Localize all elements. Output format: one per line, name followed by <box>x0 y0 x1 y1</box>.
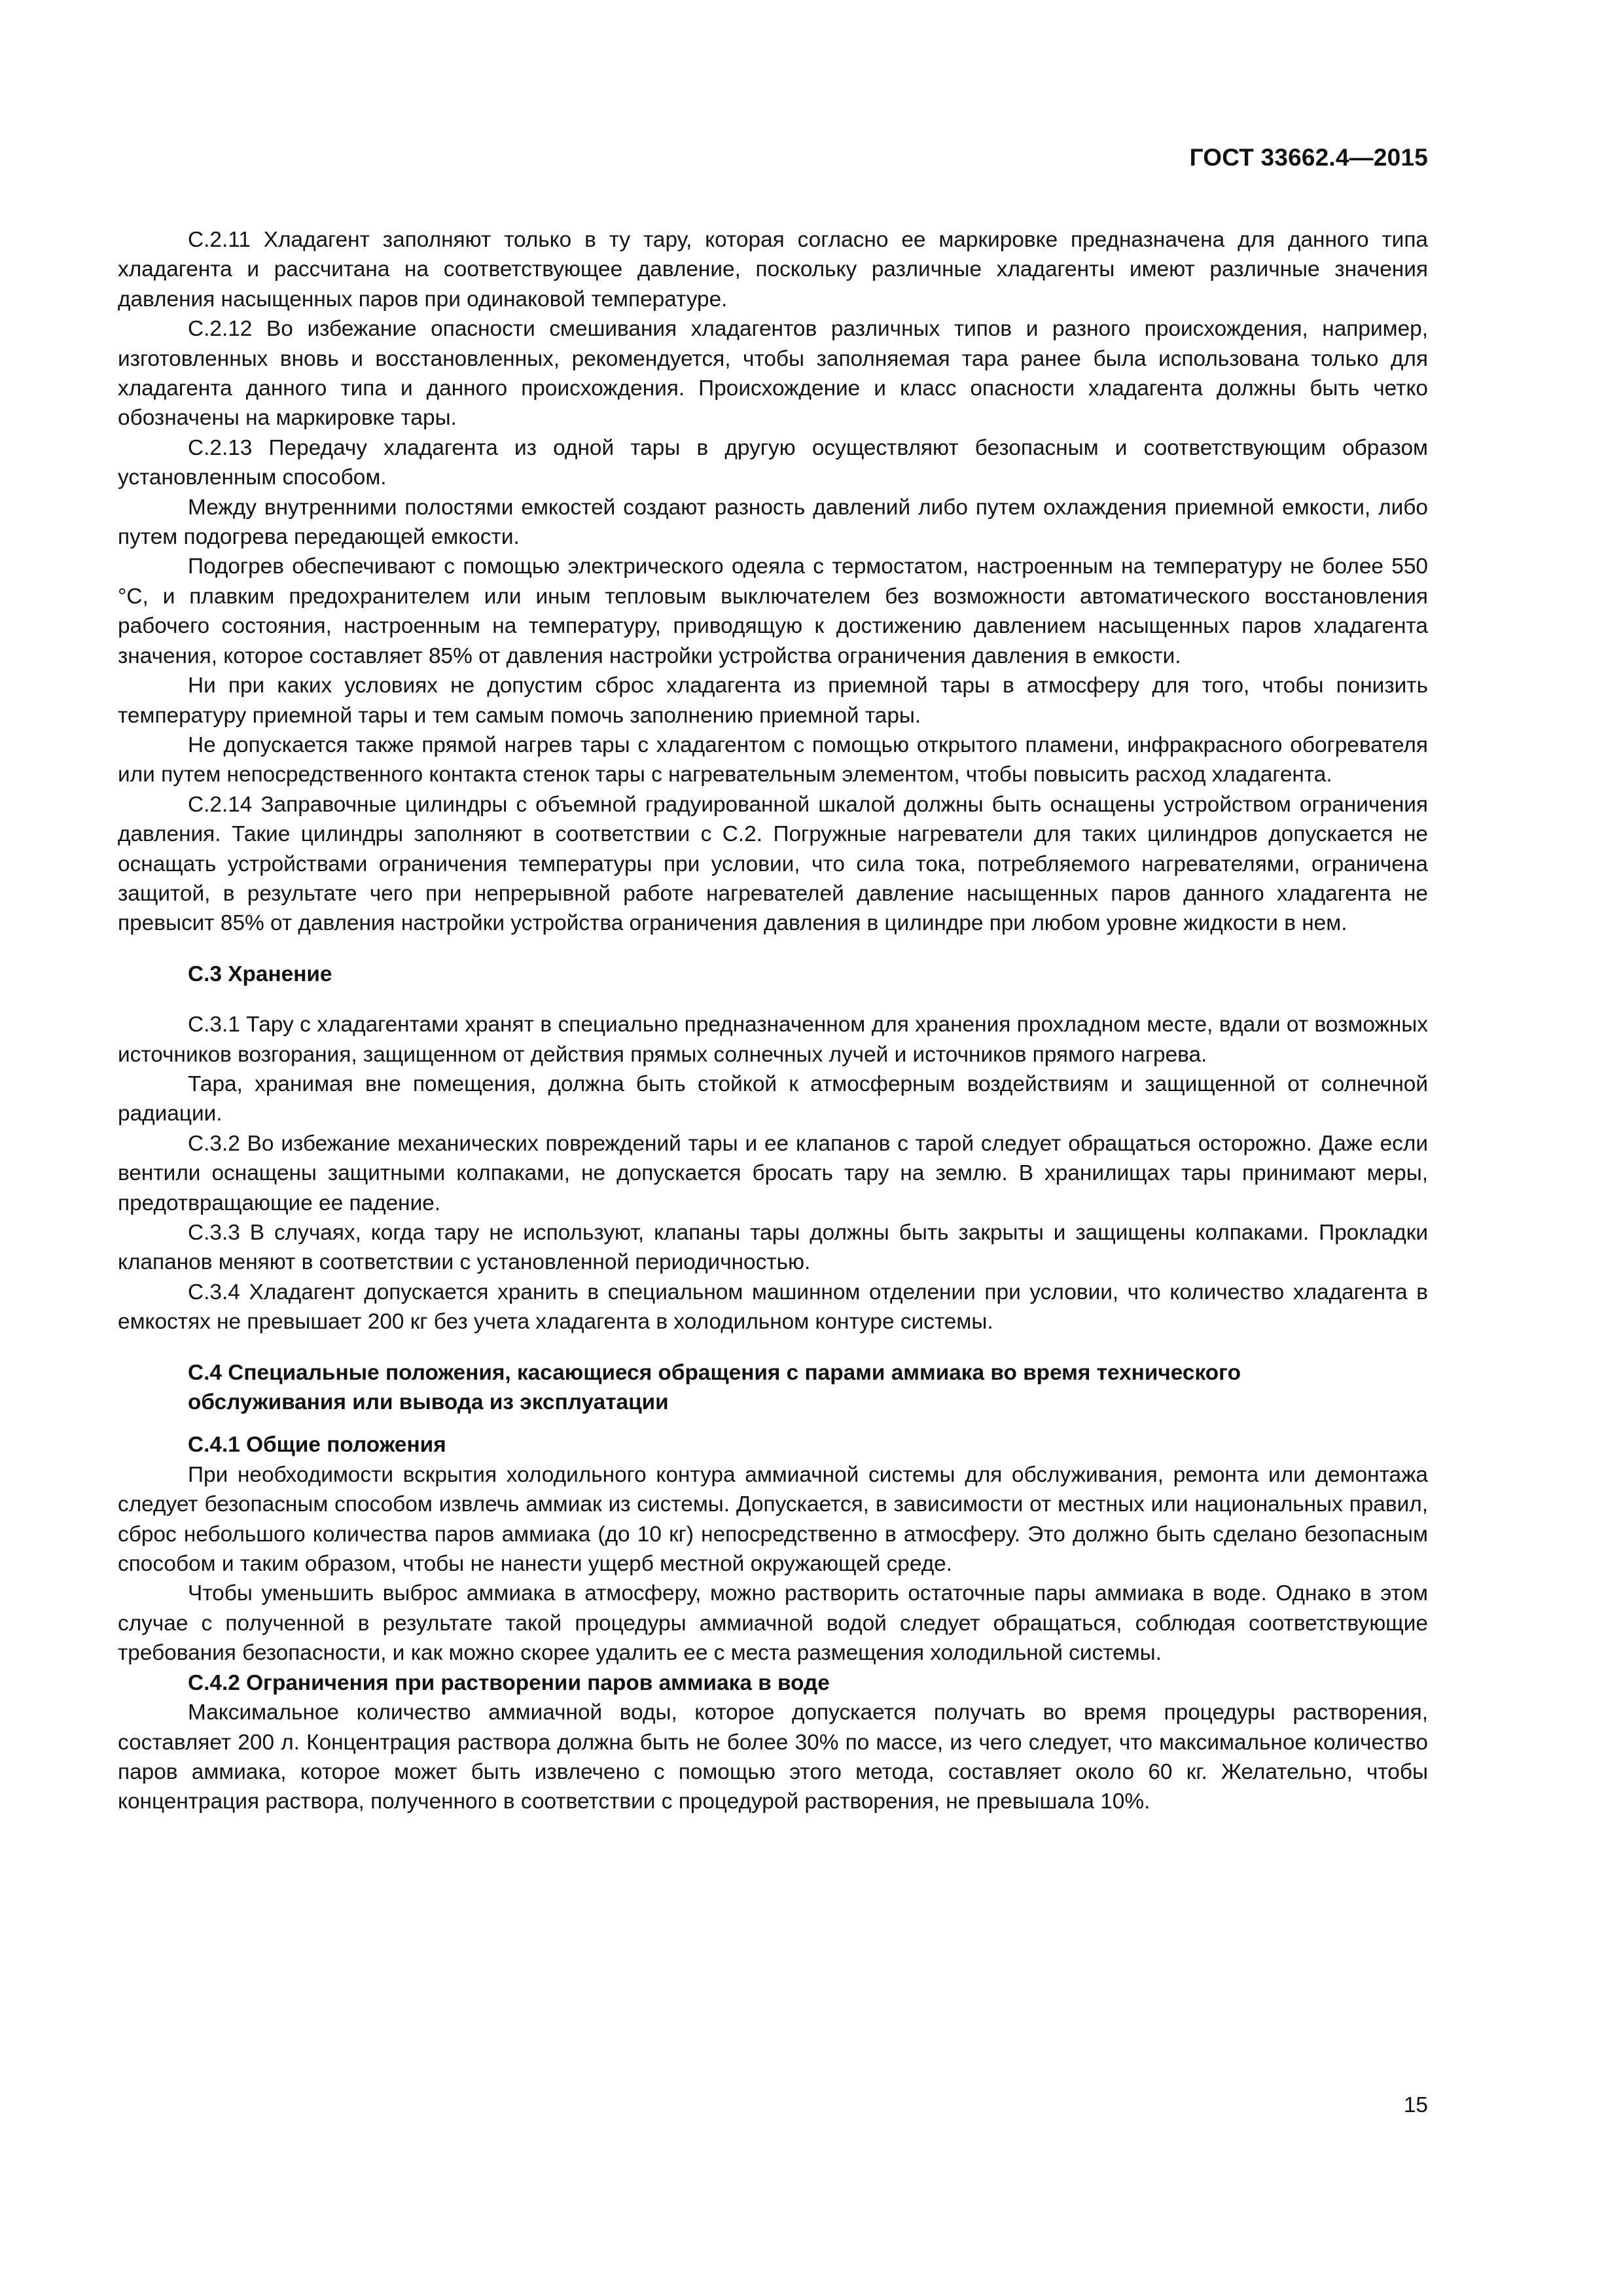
standard-number-header: ГОСТ 33662.4—2015 <box>1189 144 1428 171</box>
paragraph-pressure-difference: Между внутренними полостями емкостей создают разность давлений либо путем охлаждения приемной емкости, либо путем подогрева передающей емкости. <box>118 495 1428 550</box>
paragraph-heating: Подогрев обеспечивают с помощью электрического одеяла с термостатом, настроенным на температуру не более 550 °С, и плавким предохранителем или иным тепловым выключателем без возможности автоматического восстановления рабочего состояния, настроенным на температуру, приводящую к достижению давлением насыщенных паров хладагента значения, которое составляет 85% от давления настройки устройства ограничения давления в емкости. <box>118 554 1428 668</box>
section-c4-title-line1: С.4 Специальные положения, касающиеся обращения с парами аммиака во время технического <box>188 1360 1241 1385</box>
paragraph-c2-14: С.2.14 Заправочные цилиндры с объемной градуированной шкалой должны быть оснащены устройством ограничения давления. Такие цилиндры заполняют в соответствии с С.2. Погружные нагреватели для таких цилиндров допускается не оснащать устройствами ограничения температуры при условии, что сила тока, потребляемого нагревателями, ограничена защитой, в результате чего при непрерывной работе нагревателей давление насыщенных паров данного хладагента не превысит 85% от давления настройки устройства ограничения давления в цилиндре при любом уровне жидкости в нем. <box>118 792 1428 936</box>
paragraph-c2-13: С.2.13 Передачу хладагента из одной тары в другую осуществляют безопасным и соответствующим образом установленным способом. <box>118 435 1428 490</box>
paragraph-c4-1-opening: При необходимости вскрытия холодильного контура аммиачной системы для обслуживания, ремонта или демонтажа следует безопасным способом извлечь аммиак из системы. Допускается, в зависимости от местных или национальных правил, сброс небольшого количества паров аммиака (до 10 кг) непосредственно в атмосферу. Это должно быть сделано безопасным способом и таким образом, чтобы не нанести ущерб местной окружающей среде. <box>118 1462 1428 1577</box>
paragraph-c3-4: С.3.4 Хладагент допускается хранить в специальном машинном отделении при условии, что количество хладагента в емкостях не превышает 200 кг без учета хладагента в холодильном контуре системы. <box>118 1280 1428 1335</box>
paragraph-c3-2: С.3.2 Во избежание механических повреждений тары и ее клапанов с тарой следует обращаться осторожно. Даже если вентили оснащены защитными колпаками, не допускается бросать тару на землю. В хранилищах тары принимают меры, предотвращающие ее падение. <box>118 1131 1428 1215</box>
paragraph-c4-1-dissolve: Чтобы уменьшить выброс аммиака в атмосферу, можно растворить остаточные пары аммиака в воде. Однако в этом случае с полученной в результате такой процедуры аммиачной водой следует обращаться, соблюдая соответствующие требования безопасности, и как можно скорее удалить ее с места размещения холодильной системы. <box>118 1581 1428 1666</box>
paragraph-outdoor-storage: Тара, хранимая вне помещения, должна быть стойкой к атмосферным воздействиям и защищенной от солнечной радиации. <box>118 1071 1428 1126</box>
subsection-c4-1-title: С.4.1 Общие положения <box>188 1433 446 1458</box>
paragraph-c2-11: C.2.11 Хладагент заполняют только в ту тару, которая согласно ее маркировке предназначена для данного типа хладагента и рассчитана на соответствующее давление, поскольку различные хладагенты имеют различные значения давления насыщенных паров при одинаковой температуре. <box>118 228 1428 312</box>
paragraph-no-release: Ни при каких условиях не допустим сброс хладагента из приемной тары в атмосферу для того, чтобы понизить температуру приемной тары и тем самым помочь заполнению приемной тары. <box>118 673 1428 728</box>
subsection-c4-2-title: С.4.2 Ограничения при растворении паров аммиака в воде <box>188 1670 830 1695</box>
paragraph-c2-12: С.2.12 Во избежание опасности смешивания хладагентов различных типов и разного происхождения, например, изготовленных вновь и восстановленных, рекомендуется, чтобы заполняемая тара ранее была использована только для хладагента данного типа и данного происхождения. Происхождение и класс опасности хладагента должны быть четко обозначены на маркировке тары. <box>118 317 1428 431</box>
section-c2-body <box>118 225 1428 939</box>
paragraph-c4-2-limits: Максимальное количество аммиачной воды, которое допускается получать во время процедуры растворения, составляет 200 л. Концентрация раствора должна быть не более 30% по массе, из чего следует, что максимальное количество паров аммиака, которое может быть извлечено с помощью этого метода, составляет около 60 кг. Желательно, чтобы концентрация раствора, полученного в соответствии с процедурой растворения, не превышала 10%. <box>118 1700 1428 1814</box>
section-c3-body <box>118 1010 1428 1336</box>
section-c4-title-line2: обслуживания или вывода из эксплуатации <box>188 1390 669 1415</box>
paragraph-c3-3: С.3.3 В случаях, когда тару не используют, клапаны тары должны быть закрыты и защищены колпаками. Прокладки клапанов меняют в соответствии с установленной периодичностью. <box>118 1221 1428 1275</box>
section-c4-title <box>118 1358 1428 1418</box>
section-c3-title: С.3 Хранение <box>188 961 332 986</box>
paragraph-no-direct-heating: Не допускается также прямой нагрев тары с хладагентом с помощью открытого пламени, инфракрасного обогревателя или путем непосредственного контакта стенок тары с нагревательным элементом, чтобы повысить расход хладагента. <box>118 732 1428 787</box>
page-number: 15 <box>1403 2093 1428 2117</box>
document-page <box>118 144 1428 1817</box>
paragraph-c3-1: С.3.1 Тару с хладагентами хранят в специально предназначенном для хранения прохладном месте, вдали от возможных источников возгорания, защищенном от действия прямых солнечных лучей и источников прямого нагрева. <box>118 1013 1428 1067</box>
